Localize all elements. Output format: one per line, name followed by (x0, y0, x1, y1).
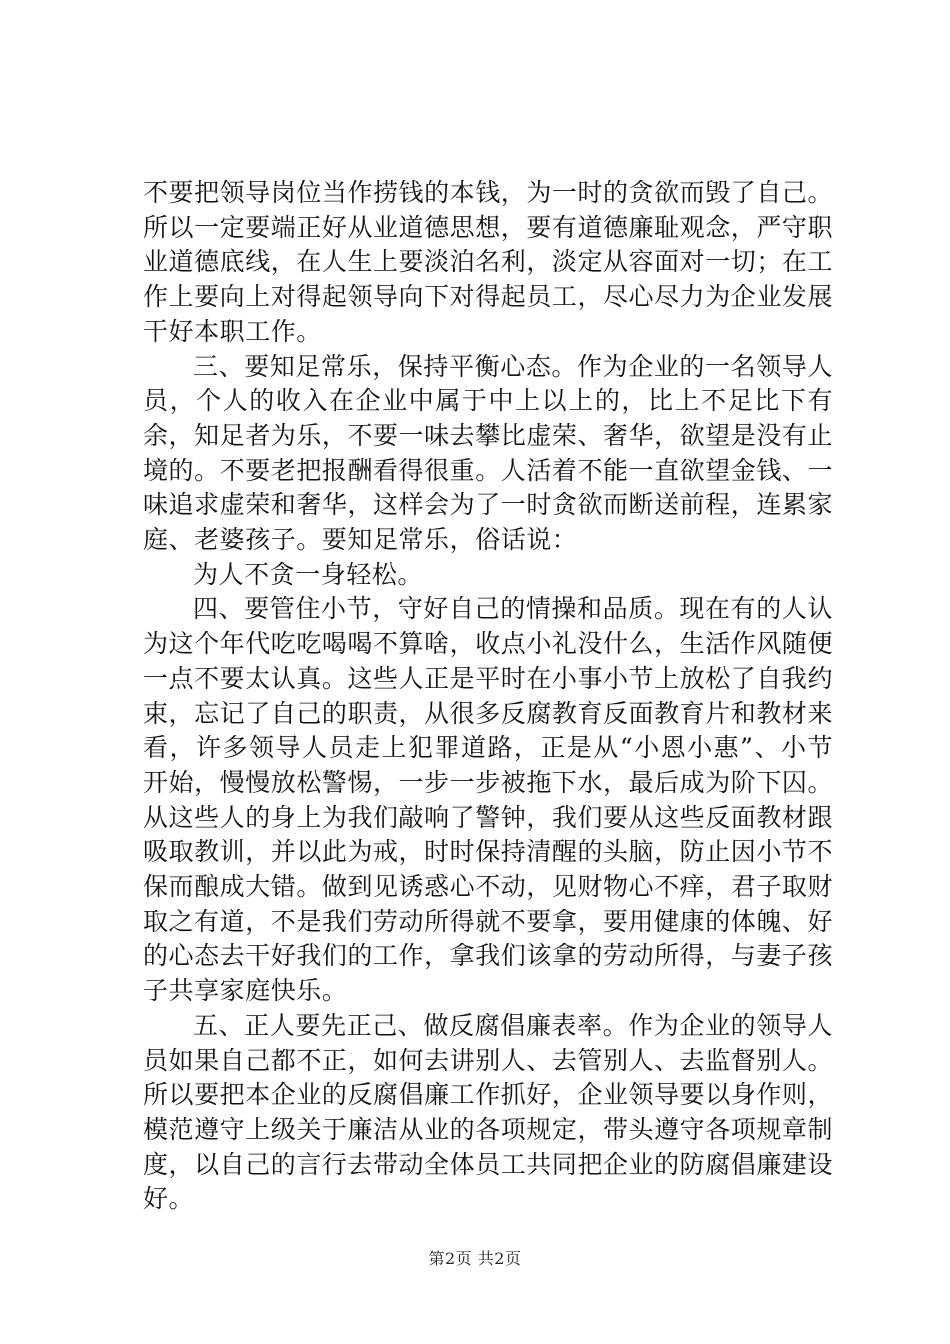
page-number-footer: 第2页 共2页 (428, 1249, 522, 1268)
paragraph-section-five: 五、正人要先正己、做反腐倡廉表率。作为企业的领导人员如果自己都不正，如何去讲别人、去管别人、去监督别人。所以要把本企业的反腐倡廉工作抓好，企业领导要以身作则，模范遵守上级关于廉洁从业的各项规定，带头遵守各项规章制度，以自己的言行去带动全体员工共同把企业的防腐倡廉建设好。 (143, 1010, 833, 1214)
paragraph-continuation: 不要把领导岗位当作捞钱的本钱，为一时的贪欲而毁了自己。所以一定要端正好从业道德思想，要有道德廉耻观念，严守职业道德底线，在人生上要淡泊名利，淡定从容面对一切；在工作上要向上对得起领导向下对得起员工，尽心尽力为企业发展干好本职工作。 (143, 178, 833, 346)
paragraph-section-three: 三、要知足常乐，保持平衡心态。作为企业的一名领导人员，个人的收入在企业中属于中上以上的，比上不足比下有余，知足者为乐，不要一味去攀比虚荣、奢华，欲望是没有止境的。不要老把报酬看得很重。人活着不能一直欲望金钱、一味追求虚荣和奢华，这样会为了一时贪欲而断送前程，连累家庭、老婆孩子。要知足常乐，俗话说： (143, 351, 833, 555)
paragraph-section-four: 四、要管住小节，守好自己的情操和品质。现在有的人认为这个年代吃吃喝喝不算啥，收点小礼没什么，生活作风随便一点不要太认真。这些人正是平时在小事小节上放松了自我约束，忘记了自己的职责，从很多反腐教育反面教育片和教材来看，许多领导人员走上犯罪道路，正是从“小恩小惠”、小节开始，慢慢放松警惕，一步一步被拖下水，最后成为阶下囚。从这些人的身上为我们敲响了警钟，我们要从这些反面教材跟吸取教训，并以此为戒，时时保持清醒的头脑，防止因小节不保而酿成大错。做到见诱惑心不动，见财物心不痒，君子取财取之有道，不是我们劳动所得就不要拿，要用健康的体魄、好的心态去干好我们的工作，拿我们该拿的劳动所得，与妻子孩子共享家庭快乐。 (143, 594, 833, 1006)
paragraph-saying: 为人不贪一身轻松。 (193, 559, 423, 589)
document-body (143, 176, 833, 1217)
